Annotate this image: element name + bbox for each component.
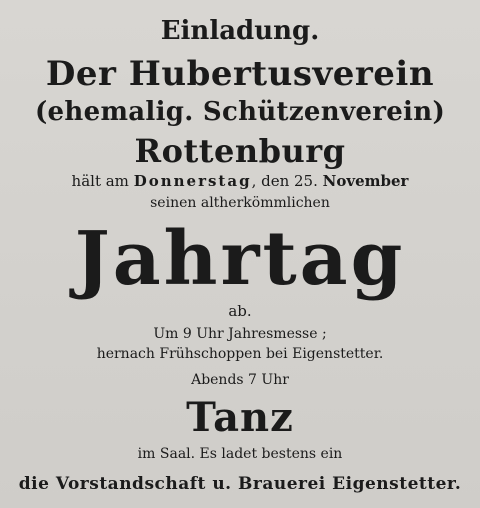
former-club-name: (ehemalig. Schützenverein) <box>34 97 446 127</box>
event-title: Jahrtag <box>74 216 406 302</box>
dance-title: Tanz <box>186 394 294 441</box>
mass-line: Um 9 Uhr Jahresmesse ; <box>153 326 327 342</box>
hall-line: im Saal. Es ladet bestens ein <box>137 446 343 462</box>
date-prefix: hält am <box>71 172 129 190</box>
intro-line: seinen altherkömmlichen <box>150 195 330 211</box>
town-name: Rottenburg <box>134 132 346 170</box>
signature-line: die Vorstandschaft u. Brauerei Eigenstetter. <box>18 474 462 494</box>
club-name: Der Hubertusverein <box>45 54 435 94</box>
date-suffix: , den 25. <box>251 172 318 190</box>
date-weekday: Donnerstag <box>133 172 252 190</box>
date-month: November <box>322 172 409 190</box>
ab-line: ab. <box>228 302 252 320</box>
notice-heading: Einladung. <box>160 16 320 46</box>
date-line <box>0 172 480 190</box>
evening-time-line: Abends 7 Uhr <box>191 372 289 388</box>
fruehschoppen-line: hernach Frühschoppen bei Eigenstetter. <box>96 346 384 362</box>
